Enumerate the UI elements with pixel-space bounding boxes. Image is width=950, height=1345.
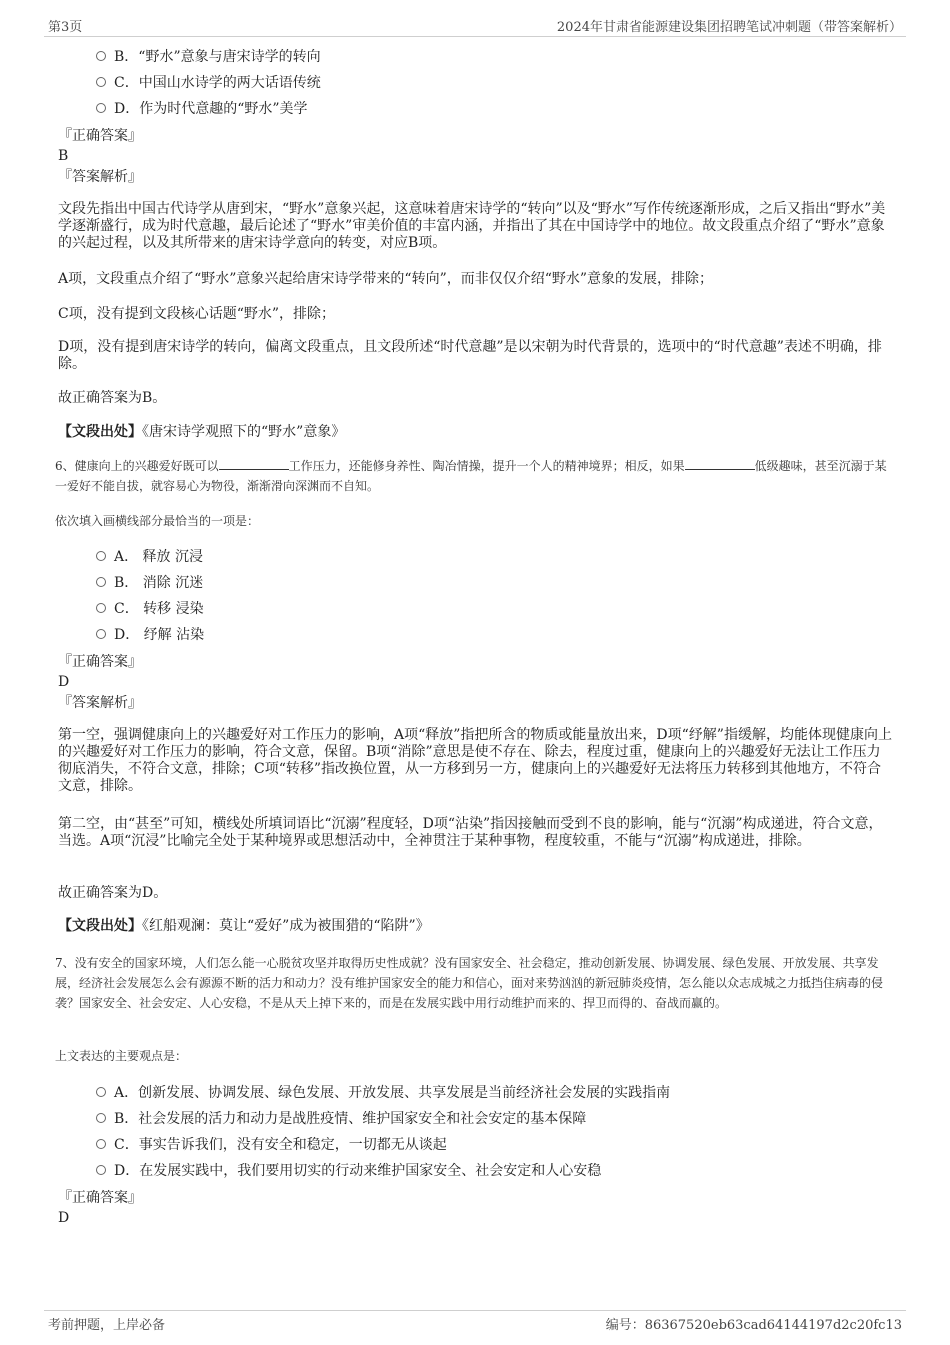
radio-icon[interactable] (96, 603, 106, 613)
radio-icon[interactable] (96, 1139, 106, 1149)
radio-icon[interactable] (96, 1087, 106, 1097)
q5-analysis-para-1: 文段先指出中国古代诗学从唐到宋，“野水”意象兴起，这意味着唐宋诗学的“转向”以及“野水”写作传统逐渐形成，之后又指出“野水”美学逐渐盛行，成为时代意趣，最后论述了“野水”审美价值的丰富内涵，并指出了其在中国诗学中的地位。故文段重点介绍了“野水”意象的兴起过程，以及其所带来的唐宋诗学意向的转变，对应B项。 (58, 201, 886, 251)
page-header (44, 14, 906, 37)
q6-analysis-para-3: 故正确答案为D。 (58, 885, 168, 901)
q6-source: 【文段出处】《红船观澜：莫让“爱好”成为被围猎的“陷阱”》 (58, 918, 430, 934)
radio-icon[interactable] (96, 577, 106, 587)
q6-option-d[interactable]: D． 纾解 沾染 (96, 626, 204, 644)
q7-option-c[interactable]: C．事实告诉我们，没有安全和稳定，一切都无从谈起 (96, 1136, 447, 1154)
q6-option-a[interactable]: A． 释放 沉浸 (96, 548, 203, 566)
q7-prompt: 上文表达的主要观点是： (55, 1049, 188, 1063)
q5-analysis-para-2: A项，文段重点介绍了“野水”意象兴起给唐宋诗学带来的“转向”，而非仅仅介绍“野水”意象的发展，排除； (58, 271, 714, 287)
page-number: 第3页 (48, 20, 83, 35)
q6-option-c[interactable]: C． 转移 浸染 (96, 600, 204, 618)
q6-analysis-label: 『答案解析』 (58, 695, 142, 711)
q6-option-b[interactable]: B． 消除 沉迷 (96, 574, 203, 592)
footer-slogan: 考前押题，上岸必备 (48, 1318, 166, 1333)
q6-prompt: 依次填入画横线部分最恰当的一项是： (55, 514, 260, 528)
q7-option-d[interactable]: D．在发展实践中，我们要用切实的行动来维护国家安全、社会安定和人心安稳 (96, 1162, 601, 1180)
radio-icon[interactable] (96, 77, 106, 87)
radio-icon[interactable] (96, 51, 106, 61)
page-footer (44, 1310, 906, 1335)
document-id: 编号：86367520eb63cad64144197d2c20fc13 (605, 1318, 902, 1333)
blank-line (219, 457, 289, 470)
q6-answer: D (58, 674, 70, 690)
q6-analysis-para-2: 第二空，由“甚至”可知，横线处所填词语比“沉溺”程度轻，D项“沾染”指因接触而受到不良的影响，能与“沉溺”构成递进，符合文意，当选。A项“沉浸”比喻完全处于某种境界或思想活动中，全神贯注于某种事物，程度较重，不能与“沉溺”构成递进，排除。 (58, 816, 883, 849)
blank-line (685, 457, 755, 470)
q7-option-b[interactable]: B．社会发展的活力和动力是战胜疫情、维护国家安全和社会安定的基本保障 (96, 1110, 586, 1128)
radio-icon[interactable] (96, 1165, 106, 1175)
q5-analysis-para-4: D项，没有提到唐宋诗学的转向，偏离文段重点，且文段所述“时代意趣”是以宋朝为时代背景的，选项中的“时代意趣”表述不明确，排除。 (58, 339, 882, 372)
q6-answer-label: 『正确答案』 (58, 654, 142, 670)
q7-answer: D (58, 1210, 70, 1226)
q5-option-c[interactable]: C．中国山水诗学的两大话语传统 (96, 74, 321, 92)
q5-option-d[interactable]: D．作为时代意趣的“野水”美学 (96, 100, 308, 118)
q5-answer-label: 『正确答案』 (58, 128, 142, 144)
q6-stem: 6、健康向上的兴趣爱好既可以 工作压力，还能修身养性、陶冶情操，提升一个人的精神境界；相反，如果 低级趣味，甚至沉溺于某一爱好不能自拔，就容易心为物役，渐渐滑向深渊而不自知。 (55, 459, 887, 493)
q6-analysis-para-1: 第一空，强调健康向上的兴趣爱好对工作压力的影响，A项“释放”指把所含的物质或能量放出来，D项“纾解”指缓解，均能体现健康向上的兴趣爱好对工作压力的影响，符合文意，保留。B项“消除”意思是使不存在、除去，程度过重，健康向上的兴趣爱好无法让工作压力彻底消失，不符合文意，排除；C项“转移”指改换位置，从一方移到另一方，健康向上的兴趣爱好无法将压力转移到其他地方，不符合文意，排除。 (58, 727, 892, 794)
radio-icon[interactable] (96, 103, 106, 113)
q7-answer-label: 『正确答案』 (58, 1190, 142, 1206)
q5-answer: B (58, 148, 69, 164)
q5-option-b[interactable]: B．“野水”意象与唐宋诗学的转向 (96, 48, 321, 66)
q5-analysis-para-5: 故正确答案为B。 (58, 390, 167, 406)
q5-source: 【文段出处】《唐宋诗学观照下的“野水”意象》 (58, 424, 346, 440)
q7-stem: 7、没有安全的国家环境，人们怎么能一心脱贫攻坚并取得历史性成就？没有国家安全、社会稳定，推动创新发展、协调发展、绿色发展、开放发展、共享发展，经济社会发展怎么会有源源不断的活力和动力？没有维护国家安全的能力和信心，面对来势汹汹的新冠肺炎疫情，怎么能以众志成城之力抵挡住病毒的侵袭？国家安全、社会安定、人心安稳，不是从天上掉下来的，而是在发展实践中用行动维护而来的、捍卫而得的、奋战而赢的。 (55, 956, 884, 1010)
radio-icon[interactable] (96, 1113, 106, 1123)
q5-analysis-para-3: C项，没有提到文段核心话题“野水”，排除； (58, 306, 336, 322)
radio-icon[interactable] (96, 629, 106, 639)
document-title: 2024年甘肃省能源建设集团招聘笔试冲刺题（带答案解析） (556, 20, 902, 35)
radio-icon[interactable] (96, 551, 106, 561)
q5-analysis-label: 『答案解析』 (58, 169, 142, 185)
q7-option-a[interactable]: A．创新发展、协调发展、绿色发展、开放发展、共享发展是当前经济社会发展的实践指南 (96, 1084, 670, 1102)
